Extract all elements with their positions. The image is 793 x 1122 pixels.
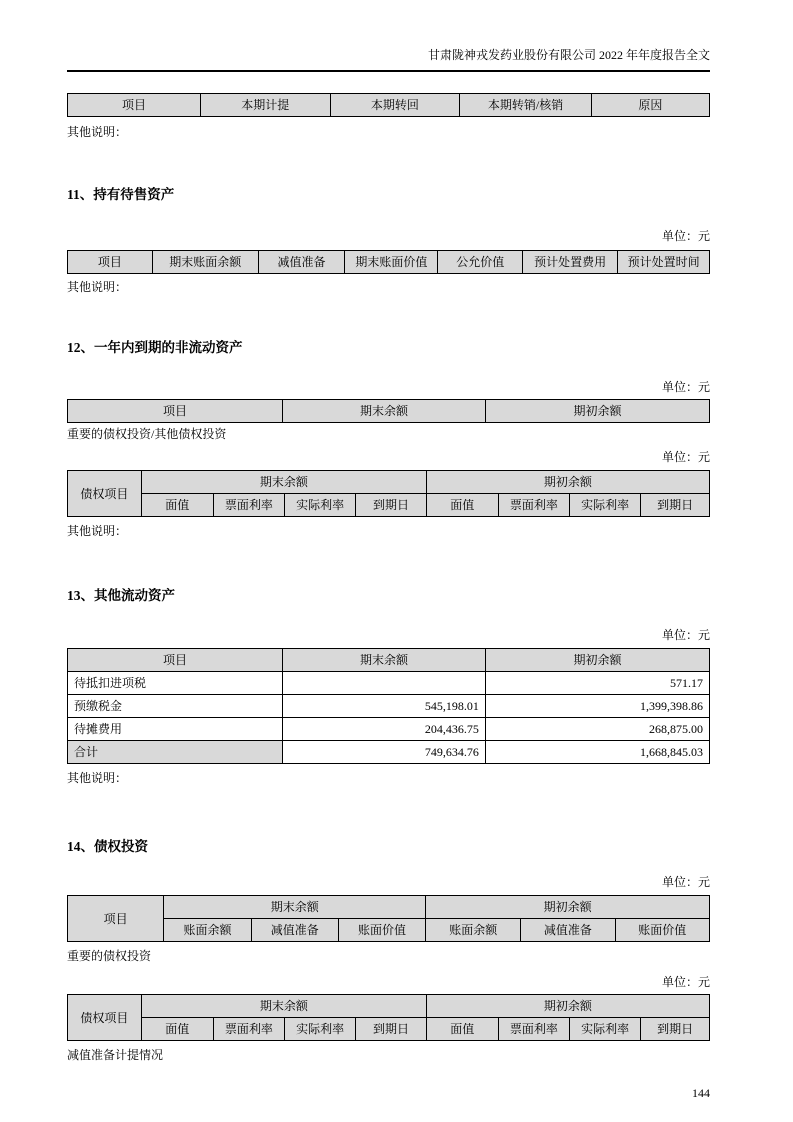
table-row bbox=[68, 649, 710, 672]
header-cell: 期末余额 bbox=[141, 995, 426, 1018]
impairment-provision-label: 减值准备计提情况 bbox=[67, 1048, 164, 1062]
table-row bbox=[68, 1018, 710, 1041]
header-cell: 项目 bbox=[68, 649, 283, 672]
header-cell: 账面余额 bbox=[426, 919, 521, 942]
header-cell: 本期转回 bbox=[330, 94, 460, 117]
header-cell: 票面利率 bbox=[213, 1018, 284, 1041]
header-cell: 债权项目 bbox=[68, 471, 142, 517]
header-cell: 公允价值 bbox=[438, 251, 523, 274]
unit-label: 单位：元 bbox=[661, 380, 710, 394]
header-cell: 期初余额 bbox=[426, 995, 709, 1018]
header-cell: 项目 bbox=[68, 400, 283, 423]
table-row bbox=[68, 919, 710, 942]
header-cell: 项目 bbox=[68, 94, 201, 117]
header-cell: 期初余额 bbox=[485, 649, 709, 672]
data-cell: 1,399,398.86 bbox=[485, 695, 709, 718]
section-title-11: 11、持有待售资产 bbox=[67, 187, 175, 202]
data-cell: 待抵扣进项税 bbox=[68, 672, 283, 695]
header-cell: 债权项目 bbox=[68, 995, 142, 1041]
table-row bbox=[68, 251, 710, 274]
table-row bbox=[68, 494, 710, 517]
unit-label: 单位：元 bbox=[661, 875, 710, 889]
table-row bbox=[68, 672, 710, 695]
other-notes-label: 其他说明： bbox=[67, 524, 128, 538]
other-notes-label: 其他说明： bbox=[67, 125, 128, 139]
table-row bbox=[68, 896, 710, 919]
table-row bbox=[68, 718, 710, 741]
header-cell: 实际利率 bbox=[569, 1018, 640, 1041]
debt-detail-table-12 bbox=[67, 470, 710, 517]
header-cell: 账面价值 bbox=[338, 919, 425, 942]
header-cell: 减值准备 bbox=[251, 919, 338, 942]
header-cell: 原因 bbox=[591, 94, 709, 117]
data-cell: 204,436.75 bbox=[283, 718, 486, 741]
header-cell: 票面利率 bbox=[498, 494, 569, 517]
header-cell: 到期日 bbox=[356, 1018, 427, 1041]
data-cell: 268,875.00 bbox=[485, 718, 709, 741]
data-cell bbox=[283, 672, 486, 695]
header-cell: 账面价值 bbox=[615, 919, 709, 942]
data-cell: 合计 bbox=[68, 741, 283, 764]
data-cell: 待摊费用 bbox=[68, 718, 283, 741]
header-cell: 账面余额 bbox=[164, 919, 251, 942]
header-cell: 预计处置费用 bbox=[523, 251, 618, 274]
debt-investment-table bbox=[67, 895, 710, 942]
unit-label: 单位：元 bbox=[661, 450, 710, 464]
table-row bbox=[68, 471, 710, 494]
header-cell: 到期日 bbox=[356, 494, 427, 517]
header-cell: 面值 bbox=[426, 494, 498, 517]
header-cell: 期初余额 bbox=[485, 400, 709, 423]
table-row bbox=[68, 400, 710, 423]
data-cell: 预缴税金 bbox=[68, 695, 283, 718]
unit-label: 单位：元 bbox=[661, 628, 710, 642]
header-cell: 本期转销/核销 bbox=[460, 94, 592, 117]
header-cell: 票面利率 bbox=[213, 494, 284, 517]
debt-detail-table-14 bbox=[67, 994, 710, 1041]
header-cell: 期初余额 bbox=[426, 896, 710, 919]
header-cell: 预计处置时间 bbox=[618, 251, 710, 274]
header-cell: 本期计提 bbox=[200, 94, 330, 117]
table-row bbox=[68, 995, 710, 1018]
report-header-title: 甘肃陇神戎发药业股份有限公司 2022 年年度报告全文 bbox=[67, 48, 710, 72]
section-title-14: 14、债权投资 bbox=[67, 839, 148, 854]
header-cell: 项目 bbox=[68, 251, 153, 274]
header-cell: 项目 bbox=[68, 896, 164, 942]
header-cell: 面值 bbox=[426, 1018, 498, 1041]
provision-table bbox=[67, 93, 710, 117]
header-cell: 期末余额 bbox=[164, 896, 426, 919]
header-cell: 票面利率 bbox=[498, 1018, 569, 1041]
unit-label: 单位：元 bbox=[661, 975, 710, 989]
other-notes-label: 其他说明： bbox=[67, 771, 128, 785]
page-number: 144 bbox=[692, 1086, 710, 1100]
header-cell: 面值 bbox=[141, 1018, 213, 1041]
header-cell: 到期日 bbox=[641, 1018, 710, 1041]
other-notes-label: 其他说明： bbox=[67, 280, 128, 294]
header-cell: 期末账面余额 bbox=[152, 251, 258, 274]
header-cell: 实际利率 bbox=[284, 1018, 355, 1041]
data-cell: 545,198.01 bbox=[283, 695, 486, 718]
section-title-12: 12、一年内到期的非流动资产 bbox=[67, 340, 243, 355]
table-row bbox=[68, 94, 710, 117]
header-cell: 实际利率 bbox=[569, 494, 640, 517]
data-cell: 571.17 bbox=[485, 672, 709, 695]
header-cell: 期末账面价值 bbox=[345, 251, 438, 274]
important-debt-investment-label: 重要的债权投资 bbox=[67, 949, 152, 963]
table-row bbox=[68, 741, 710, 764]
header-cell: 期初余额 bbox=[426, 471, 709, 494]
header-cell: 减值准备 bbox=[521, 919, 615, 942]
header-cell: 到期日 bbox=[641, 494, 710, 517]
header-cell: 期末余额 bbox=[283, 400, 486, 423]
header-cell: 实际利率 bbox=[284, 494, 355, 517]
header-cell: 面值 bbox=[141, 494, 213, 517]
header-cell: 期末余额 bbox=[141, 471, 426, 494]
data-cell: 749,634.76 bbox=[283, 741, 486, 764]
noncurrent-assets-table bbox=[67, 399, 710, 423]
unit-label: 单位：元 bbox=[661, 229, 710, 243]
section-title-13: 13、其他流动资产 bbox=[67, 588, 175, 603]
held-for-sale-table bbox=[67, 250, 710, 274]
table-row bbox=[68, 695, 710, 718]
data-cell: 1,668,845.03 bbox=[485, 741, 709, 764]
header-cell: 减值准备 bbox=[258, 251, 345, 274]
other-current-assets-table bbox=[67, 648, 710, 764]
important-debt-investment-label: 重要的债权投资/其他债权投资 bbox=[67, 427, 227, 441]
header-cell: 期末余额 bbox=[283, 649, 486, 672]
